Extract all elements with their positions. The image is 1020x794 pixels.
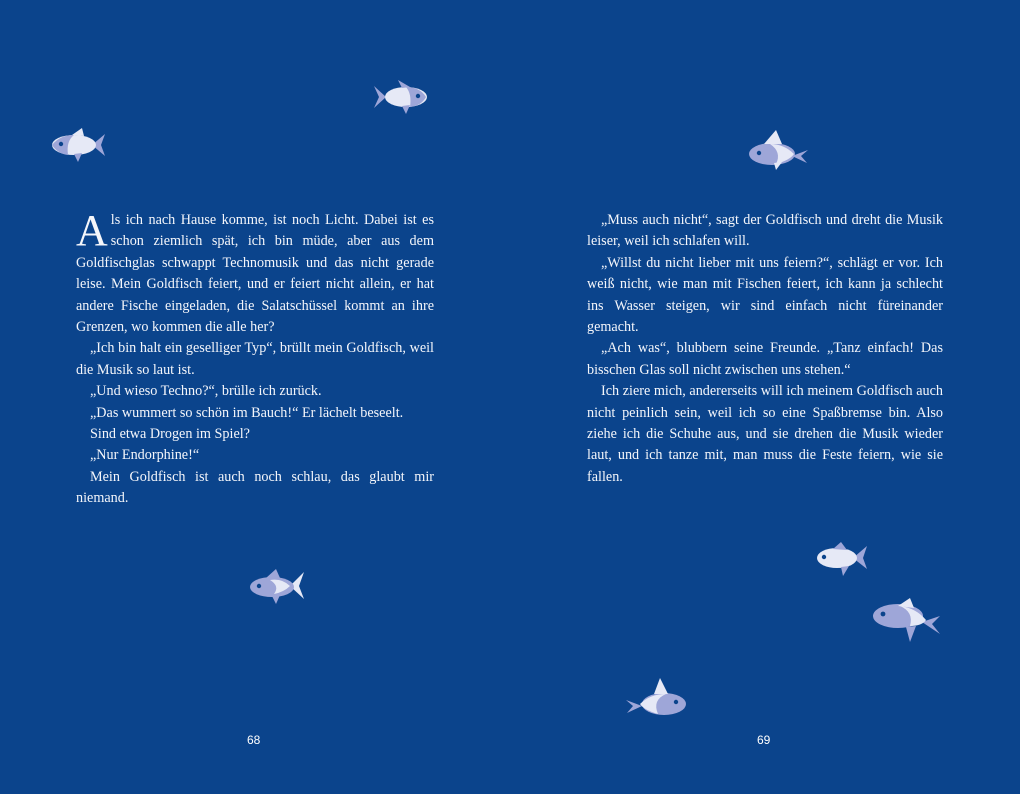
fish-icon xyxy=(372,78,432,116)
fish-icon xyxy=(246,566,308,606)
paragraph: „Nur Endorphine!“ xyxy=(90,447,200,464)
fish-icon xyxy=(813,538,869,578)
fish-icon xyxy=(746,128,810,172)
paragraph: Mein Goldfisch ist auch noch schlau, das glaubt mir niemand. xyxy=(76,468,434,507)
fish-icon xyxy=(46,126,108,164)
page-number: 68 xyxy=(247,733,261,747)
page-number: 69 xyxy=(757,733,771,747)
paragraph: „Willst du nicht lieber mit uns feiern?“, schlägt er vor. Ich weiß nicht, wie man mit Fischen feiert, ich kann ja schlecht ins Wasser steigen, wir sind einfach nicht füreinander gemacht. xyxy=(587,254,943,336)
paragraph: „Ach was“, blubbern seine Freunde. „Tanz einfach! Das bisschen Glas soll nicht zwischen uns stehen.“ xyxy=(587,340,943,378)
fish-icon xyxy=(870,596,942,646)
paragraph: Als ich nach Hause komme, ist noch Licht. Dabei ist es schon ziemlich spät, ich bin müde, aber aus dem Goldfischglas schwappt Technomusik und das nicht gerade leise. Mein Goldfisch feiert, und er feiert nicht allein, er hat andere Fische eingeladen, die Salatschüssel kommt an ihre Grenzen, wo kommen die alle her? xyxy=(76,206,434,336)
paragraph: „Und wieso Techno?“, brülle ich zurück. xyxy=(90,383,322,400)
fish-icon xyxy=(624,676,688,720)
paragraph: Ich ziere mich, andererseits will ich meinem Goldfisch auch nicht peinlich sein, weil ich so eine Spaßbremse bin. Also ziehe ich die Schuhe aus, und sie drehen die Musik wieder laut, und ich tanze mit, man muss die Feste feiern, wie sie fallen. xyxy=(587,383,943,485)
paragraph: „Das wummert so schön im Bauch!“ Er lächelt beseelt. xyxy=(90,404,404,421)
left-page-text xyxy=(76,206,434,510)
paragraph: „Ich bin halt ein geselliger Typ“, brüllt mein Goldfisch, weil die Musik so laut ist. xyxy=(76,340,434,378)
right-page xyxy=(510,0,1020,794)
drop-cap: A xyxy=(76,206,108,255)
paragraph: „Muss auch nicht“, sagt der Goldfisch und dreht die Musik leiser, weil ich schlafen will. xyxy=(587,212,943,250)
right-page-text xyxy=(587,210,943,488)
paragraph: Sind etwa Drogen im Spiel? xyxy=(90,426,250,443)
